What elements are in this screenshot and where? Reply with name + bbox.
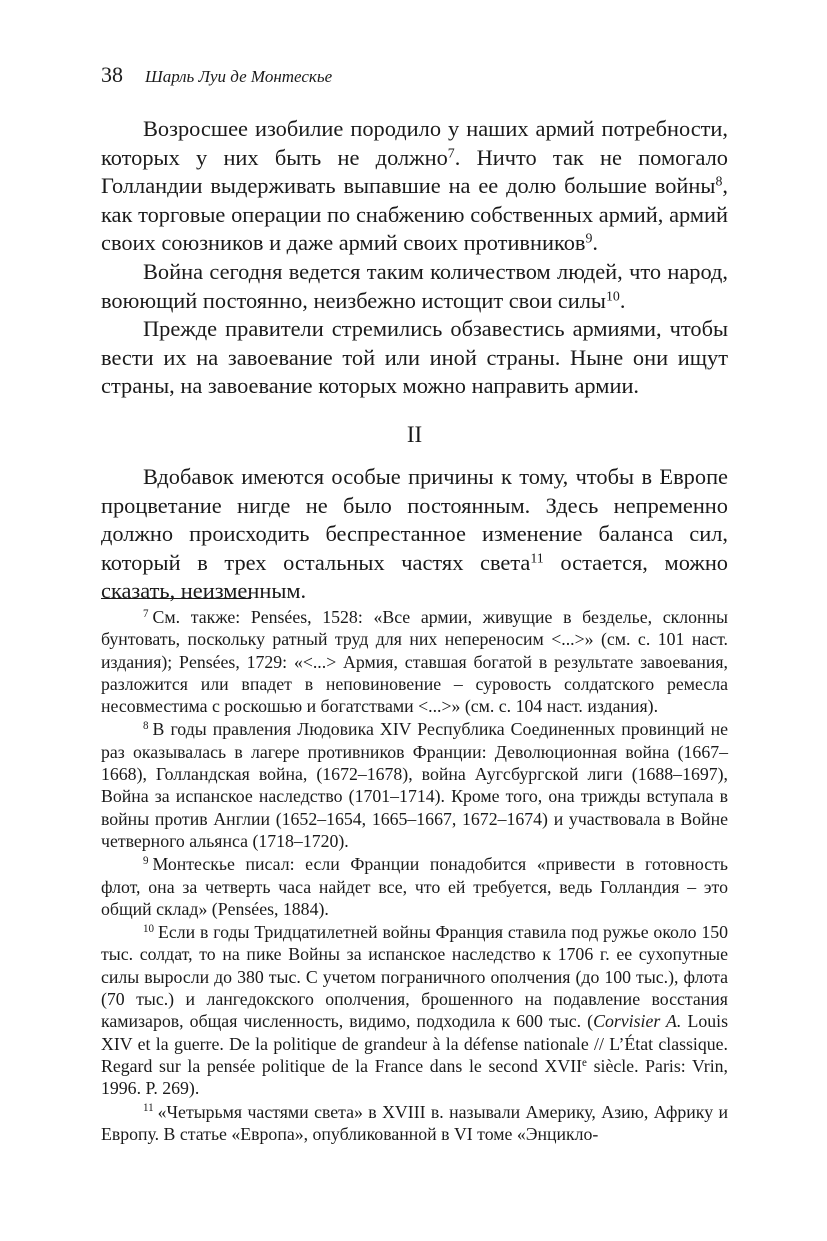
- paragraph-2: Война сегодня ведется таким количеством людей, что народ, воюющий постоянно, неизбежно истощит свои силы$^{10}$.: [101, 258, 728, 313]
- section-heading: II: [406, 421, 423, 447]
- paragraph-1: Возросшее изобилие породило у наших армий потребности, которых у них быть не должно$^7$. Ничто так не помогало Голландии выдерживать выпавшие на ее долю большие войны$^8$, как торговые операции по снабжению собственных армий, армий своих союзников и даже армий своих противников$^9$.: [101, 116, 728, 256]
- footnote-number: 8: [143, 720, 149, 733]
- footnote-11: $^{11}$ «Четырьмя частями света» в XVIII в. называли Америку, Азию, Африку и Европу. В статье «Европа», опубликованной в VI томе «Энцикло-: [101, 1101, 728, 1144]
- citation-author: Corvisier A.: [593, 1011, 682, 1032]
- main-text: [101, 115, 728, 606]
- footnote-ref-9[interactable]: 9: [585, 231, 593, 247]
- footnote-9: $^9$ Монтескье писал: если Франции понадобится «привести в готовность флот, она за четверть часа найдет все, что ей требуется, ведь Голландия – это общий склад» (Pensées, 1884).: [101, 854, 728, 919]
- footnote-ref-10[interactable]: 10: [605, 288, 620, 304]
- footnote-10: $^{10}$ Если в годы Тридцатилетней войны Франция ставила под ружье около 150 тыс. солдат, то на пике Войны за испанское наследство к 1706 г. ее сухопутные силы выросли до 380 тыс. С учетом пограничного ополчения (до 100 тыс.), флота (70 тыс.) и лангедокского ополчения, брошенного на подавление восстания камизаров, общая численность, видимо, подходила к 600 тыс. (Corvisier A. Louis XIV et la guerre. De la politique de grandeur à la défense nationale // L’État classique. Regard sur la pensée politique de la France dans le second XVIIe siècle. Paris: Vrin, 1996. P. 269).: [101, 922, 728, 1099]
- footnote-ref-11[interactable]: 11: [530, 551, 544, 567]
- footnote-separator: [101, 598, 251, 599]
- running-title: Шарль Луи де Монтескье: [145, 67, 333, 86]
- footnote-number: 7: [143, 607, 149, 620]
- footnote-7: $^7$ См. также: Pensées, 1528: «Все армии, живущие в безделье, склонны бунтовать, поскольку ратный труд для них непереносим <...>» (см. с. 101 наст. издания); Pensées, 1729: «<...> Армия, ставшая богатой в результате завоевания, разложится или впадет в неповиновение – суровость солдатского ремесла несовместима с роскошью и богатствами <...>» (см. с. 104 наст. издания).: [101, 607, 728, 717]
- footnote-number: 10: [143, 923, 155, 936]
- page-number: 38: [101, 62, 123, 87]
- footnotes: [101, 606, 728, 1145]
- paragraph-3: Прежде правители стремились обзавестись армиями, чтобы вести их на завоевание той или иной страны. Ныне они ищут страны, на завоевание которых можно направить армии.: [101, 316, 728, 399]
- footnote-ref-8[interactable]: 8: [715, 174, 723, 190]
- page-header: [101, 62, 332, 92]
- paragraph-4: Вдобавок имеются особые причины к тому, чтобы в Европе процветание нигде не было постоянным. Здесь непременно должно происходить беспрестанное изменение баланса сил, который в трех остальных частях света$^{11}$ остается, можно сказать, неизменным.: [101, 463, 728, 604]
- footnote-number: 11: [143, 1102, 154, 1115]
- footnote-ref-7[interactable]: 7: [447, 145, 455, 161]
- footnote-number: 9: [143, 855, 149, 868]
- footnote-8: $^8$ В годы правления Людовика XIV Республика Соединенных провинций не раз оказывалась в лагере противников Франции: Деволюционная война (1667–1668), Голландская война, (1672–1678), война Аугсбургской лиги (1688–1697), Война за испанское наследство (1701–1714). Кроме того, она трижды вступала в войны против Англии (1652–1654, 1665–1667, 1672–1674) и участвовала в Войне четверного альянса (1718–1720).: [101, 719, 728, 851]
